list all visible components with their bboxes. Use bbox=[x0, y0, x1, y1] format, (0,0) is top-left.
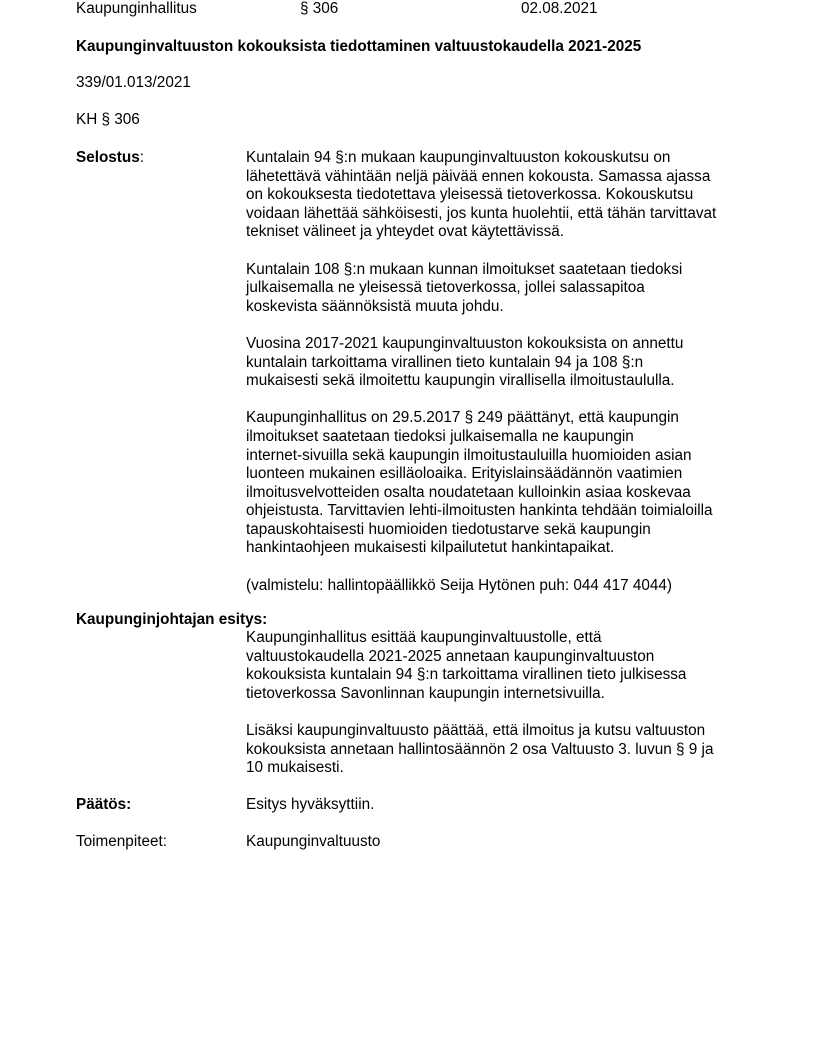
selostus-paragraph: Kaupunginhallitus on 29.5.2017 § 249 päättänyt, että kaupungin ilmoitukset saatetaan tiedoksi julkaisemalla ne kaupungin internet-sivuilla sekä kaupungin ilmoitustauluilla huomioiden asian luonteen mukainen esilläoloaika. Erityislainsäädännön vaatimien ilmoitusvelvotteiden osalta noudatetaan kulloinkin asiaa koskevaa ohjeistusta. Tarvittavien lehti-ilmoitusten hankinta tehdään toimialoilla tapauskohtaisesti huomioiden tiedotustarve sekä kaupungin hankintaohjeen mukaisesti kilpailutetut hankintapaikat. bbox=[246, 409, 713, 557]
selostus-label: Selostus bbox=[76, 149, 140, 166]
esitys-label: Kaupunginjohtajan esitys: bbox=[76, 611, 268, 628]
selostus-label-colon: : bbox=[139, 149, 145, 166]
diary-number: 339/01.013/2021 bbox=[76, 74, 191, 91]
selostus-content bbox=[246, 149, 756, 595]
toimenpiteet-text: Kaupunginvaltuusto bbox=[246, 833, 381, 850]
document-title: Kaupunginvaltuuston kokouksista tiedottaminen valtuustokaudella 2021-2025 bbox=[76, 38, 642, 55]
page-header bbox=[76, 0, 776, 19]
selostus-paragraph: Kuntalain 94 §:n mukaan kaupunginvaltuuston kokouskutsu on lähetettävä vähintään neljä päivää ennen kokousta. Samassa ajassa on kokouksesta tiedotettava yleisessä tietoverkossa. Kokouskutsu voidaan lähettää sähköisesti, jos kunta huolehtii, että tähän tarvittavat tekniset välineet ja yhteydet ovat käytettävissä. bbox=[246, 149, 717, 241]
toimenpiteet-label: Toimenpiteet: bbox=[76, 833, 167, 850]
section-reference: KH § 306 bbox=[76, 111, 140, 128]
header-date: 02.08.2021 bbox=[521, 0, 598, 17]
paatos-label: Päätös: bbox=[76, 796, 132, 813]
preparer-note: (valmistelu: hallintopäällikkö Seija Hytönen puh: 044 417 4044) bbox=[246, 576, 673, 594]
esitys-content bbox=[246, 629, 756, 778]
header-body-name: Kaupunginhallitus bbox=[76, 0, 197, 17]
header-section-number: § 306 bbox=[300, 0, 339, 17]
paatos-text: Esitys hyväksyttiin. bbox=[246, 796, 375, 813]
selostus-paragraph: Vuosina 2017-2021 kaupunginvaltuuston kokouksista on annettu kuntalain tarkoittama virallinen tieto kuntalain 94 ja 108 §:n mukaisesti sekä ilmoitettu kaupungin virallisella ilmoitustaululla. bbox=[246, 334, 684, 390]
selostus-label-wrapper bbox=[76, 149, 144, 168]
selostus-paragraph: Kuntalain 108 §:n mukaan kunnan ilmoitukset saatetaan tiedoksi julkaisemalla ne yleisessä tietoverkossa, jollei salassapitoa koskevista säännöksistä muuta johdu. bbox=[246, 260, 683, 315]
esitys-paragraph: Kaupunginhallitus esittää kaupunginvaltuustolle, että valtuustokaudella 2021-2025 annetaan kaupunginvaltuuston kokouksista kuntalain 94 §:n tarkoittama virallinen tieto julkisessa tietoverkossa Savonlinnan kaupungin internetsivuilla. bbox=[246, 629, 687, 702]
esitys-paragraph: Lisäksi kaupunginvaltuusto päättää, että ilmoitus ja kutsu valtuuston kokouksista annetaan hallintosäännön 2 osa Valtuusto 3. luvun § 9 ja 10 mukaisesti. bbox=[246, 721, 714, 777]
